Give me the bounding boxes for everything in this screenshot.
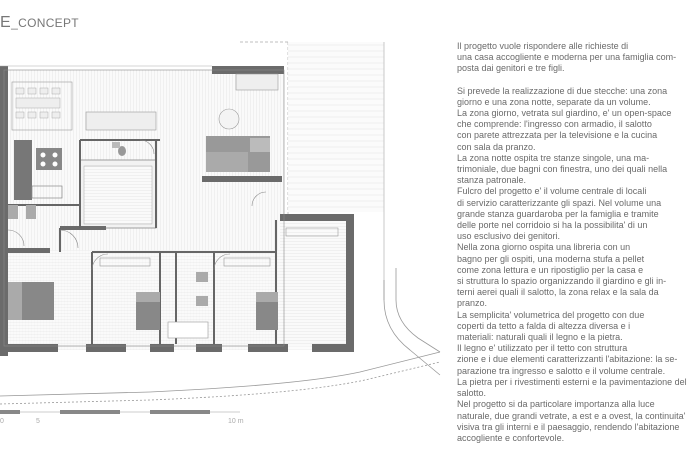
description-line: Fulcro del progetto e' il volume centrale di locali <box>457 186 647 197</box>
description-line: Nella zona giorno ospita una libreria con un <box>457 242 631 253</box>
description-line: posta dai genitori e tre figli. <box>457 63 565 74</box>
description-line: La zona giorno, vetrata sul giardino, e' un open-space <box>457 108 672 119</box>
wardrobe-room <box>84 166 152 224</box>
description-paragraph <box>457 186 662 242</box>
description-line: parazione tra ingresso e salotto e il volume centrale. <box>457 365 666 376</box>
description-line: Il progetto vuole rispondere alle richieste di <box>457 41 629 51</box>
description-line: uso esclusivo dei genitori. <box>457 231 561 242</box>
description-line: visiva tra gli interni e il paesaggio, rendendo l'abitazione <box>457 421 680 432</box>
description-paragraph <box>457 242 667 309</box>
title-suffix: _CONCEPT <box>11 16 79 30</box>
scale-label-0: 0 <box>0 418 4 425</box>
description-line: Nel progetto si da particolare importanza alla luce <box>457 399 655 410</box>
description-line: grande stanza guardaroba per la famiglia e tramite <box>457 208 659 219</box>
description-line: pranzo. <box>457 298 488 309</box>
title-prefix: E <box>0 14 12 31</box>
description-line: delle porte nel corridoio si ha la possibilita' di un <box>457 220 648 231</box>
description-line: una casa accogliente e moderna per una famiglia com- <box>457 52 677 63</box>
living-sofa <box>206 136 270 172</box>
description-paragraph <box>457 309 645 344</box>
description-line: La semplicita' volumetrica del progetto con due <box>457 309 645 320</box>
description-line: coperti da tetto a falda di altezza diversa e i <box>457 320 631 331</box>
floor-plan <box>0 40 440 460</box>
description-paragraph <box>457 399 686 444</box>
description-paragraph <box>457 85 672 153</box>
description-line: accogliente e confortevole. <box>457 432 565 443</box>
description-line: Il legno e' utilizzato per il tetto con struttura <box>457 343 628 354</box>
description-line: stanza patronale. <box>457 175 527 186</box>
description-paragraph <box>457 343 678 377</box>
description-line: con parete attrezzata per la televisione e la cucina <box>457 130 658 141</box>
description-paragraph <box>457 152 668 187</box>
description-line: materiali: naturali quali il legno e la pietra. <box>457 332 623 343</box>
description-line: naturale, due grandi vetrate, a est e a ovest, la continuita' <box>457 410 686 421</box>
scale-label-5: 5 <box>36 418 40 425</box>
description-line: bagno per gli ospiti, una moderna stufa a pellet <box>457 253 645 264</box>
description-paragraph <box>457 376 687 399</box>
drawing-title <box>0 14 79 32</box>
description-line: La pietra per i rivestimenti esterni e la pavimentazione del <box>457 376 687 387</box>
project-description <box>457 41 687 443</box>
scale-bar <box>0 410 244 425</box>
description-line: di servizio caratterizzante gli spazi. Nel volume una <box>457 197 662 208</box>
description-line: terni aerei quali il salotto, la zona relax e la sala da <box>457 287 659 298</box>
description-line: salotto. <box>457 388 487 399</box>
description-line: come zona lettura e un ripostiglio per la casa e <box>457 264 644 275</box>
description-line: trimoniale, due bagni con finestra, uno dei quali nella <box>457 164 668 175</box>
description-line: con sala da pranzo. <box>457 141 536 152</box>
description-paragraph <box>457 41 677 75</box>
description-line: che comprende: l'ingresso con armadio, il salotto <box>457 119 652 130</box>
description-line: giorno e una zona notte, separate da un volume. <box>457 96 651 107</box>
description-line: Si prevede la realizzazione di due stecche: una zona <box>457 85 668 96</box>
description-line: La zona notte ospita tre stanze singole, una ma- <box>457 152 650 163</box>
description-line: zione e i due elementi caratterizzanti l'abitazione: la se- <box>457 354 678 365</box>
scale-label-10: 10 m <box>228 418 244 425</box>
description-line: si struttura lo spazio organizzando il giardino e gli in- <box>457 276 667 287</box>
